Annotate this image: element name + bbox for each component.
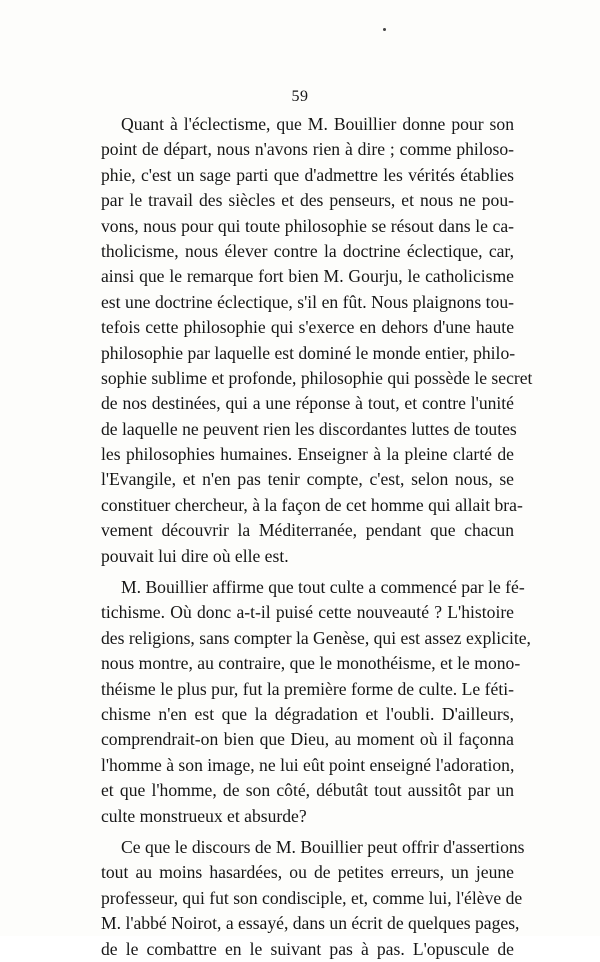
text-line: par le travail des siècles et des penseurs, et nous ne pou- bbox=[101, 190, 514, 211]
text-line: vons, nous pour qui toute philosophie se résout dans le ca- bbox=[101, 215, 514, 236]
text-line: les philosophies humaines. Enseigner à la pleine clarté de bbox=[101, 444, 514, 465]
text-line: l'Evangile, et n'en pas tenir compte, c'est, selon nous, se bbox=[101, 469, 514, 490]
body-text bbox=[101, 112, 533, 962]
text-line: nous montre, au contraire, que le monothéisme, et le mono- bbox=[101, 653, 521, 674]
text-line: phie, c'est un sage parti que d'admettre les vérités établies bbox=[101, 164, 514, 185]
page-number: 59 bbox=[291, 88, 309, 105]
text-line: tichisme. Où donc a-t-il puisé cette nouveauté ? L'histoire bbox=[101, 602, 514, 623]
text-line: chisme n'en est que la dégradation et l'oubli. D'ailleurs, bbox=[101, 703, 514, 724]
text-line: pouvait lui dire où elle est. bbox=[101, 545, 289, 566]
text-line: Ce que le discours de M. Bouillier peut offrir d'assertions bbox=[121, 836, 525, 857]
text-line: tefois cette philosophie qui s'exerce en dehors d'une haute bbox=[101, 317, 514, 338]
text-line: culte monstrueux et absurde? bbox=[101, 805, 307, 826]
text-line: tout au moins hasardées, ou de petites erreurs, un jeune bbox=[101, 862, 514, 883]
text-line: philosophie par laquelle est dominé le monde entier, philo- bbox=[101, 342, 516, 363]
text-line: théisme le plus pur, fut la première forme de culte. Le féti- bbox=[101, 678, 514, 699]
text-line: tholicisme, nous élever contre la doctrine éclectique, car, bbox=[101, 240, 514, 261]
text-line: M. Bouillier affirme que tout culte a commencé par le fé- bbox=[121, 577, 525, 598]
text-line: de nos destinées, qui a une réponse à tout, et contre l'unité bbox=[101, 393, 514, 414]
text-line: Quant à l'éclectisme, que M. Bouillier donne pour son bbox=[121, 114, 514, 134]
text-line: des religions, sans compter la Genèse, qui est assez explicite, bbox=[101, 627, 531, 648]
text-line: professeur, qui fut son condisciple, et, comme lui, l'élève de bbox=[101, 887, 523, 908]
print-speck bbox=[383, 28, 386, 31]
text-line: de le combattre en le suivant pas à pas. L'opuscule de bbox=[101, 938, 514, 959]
text-line: constituer chercheur, à la façon de cet homme qui allait bra- bbox=[101, 494, 523, 515]
text-line: point de départ, nous n'avons rien à dire ; comme philoso- bbox=[101, 139, 514, 160]
text-line: vement découvrir la Méditerranée, pendant que chacun bbox=[101, 520, 514, 541]
text-line: sophie sublime et profonde, philosophie qui possède le secret bbox=[101, 367, 533, 388]
text-line: ainsi que le remarque fort bien M. Gourju, le catholicisme bbox=[101, 266, 514, 287]
text-line: M. l'abbé Noirot, a essayé, dans un écrit de quelques pages, bbox=[101, 913, 520, 934]
text-line: comprendrait-on bien que Dieu, au moment où il façonna bbox=[101, 729, 514, 750]
text-line: de laquelle ne peuvent rien les discordantes luttes de toutes bbox=[101, 418, 517, 439]
text-line: et que l'homme, de son côté, débutât tout aussitôt par un bbox=[101, 780, 514, 801]
text-line: est une doctrine éclectique, s'il en fût. Nous plaignons tou- bbox=[101, 291, 514, 312]
text-line: l'homme à son image, ne lui eût point enseigné l'adoration, bbox=[101, 754, 515, 775]
